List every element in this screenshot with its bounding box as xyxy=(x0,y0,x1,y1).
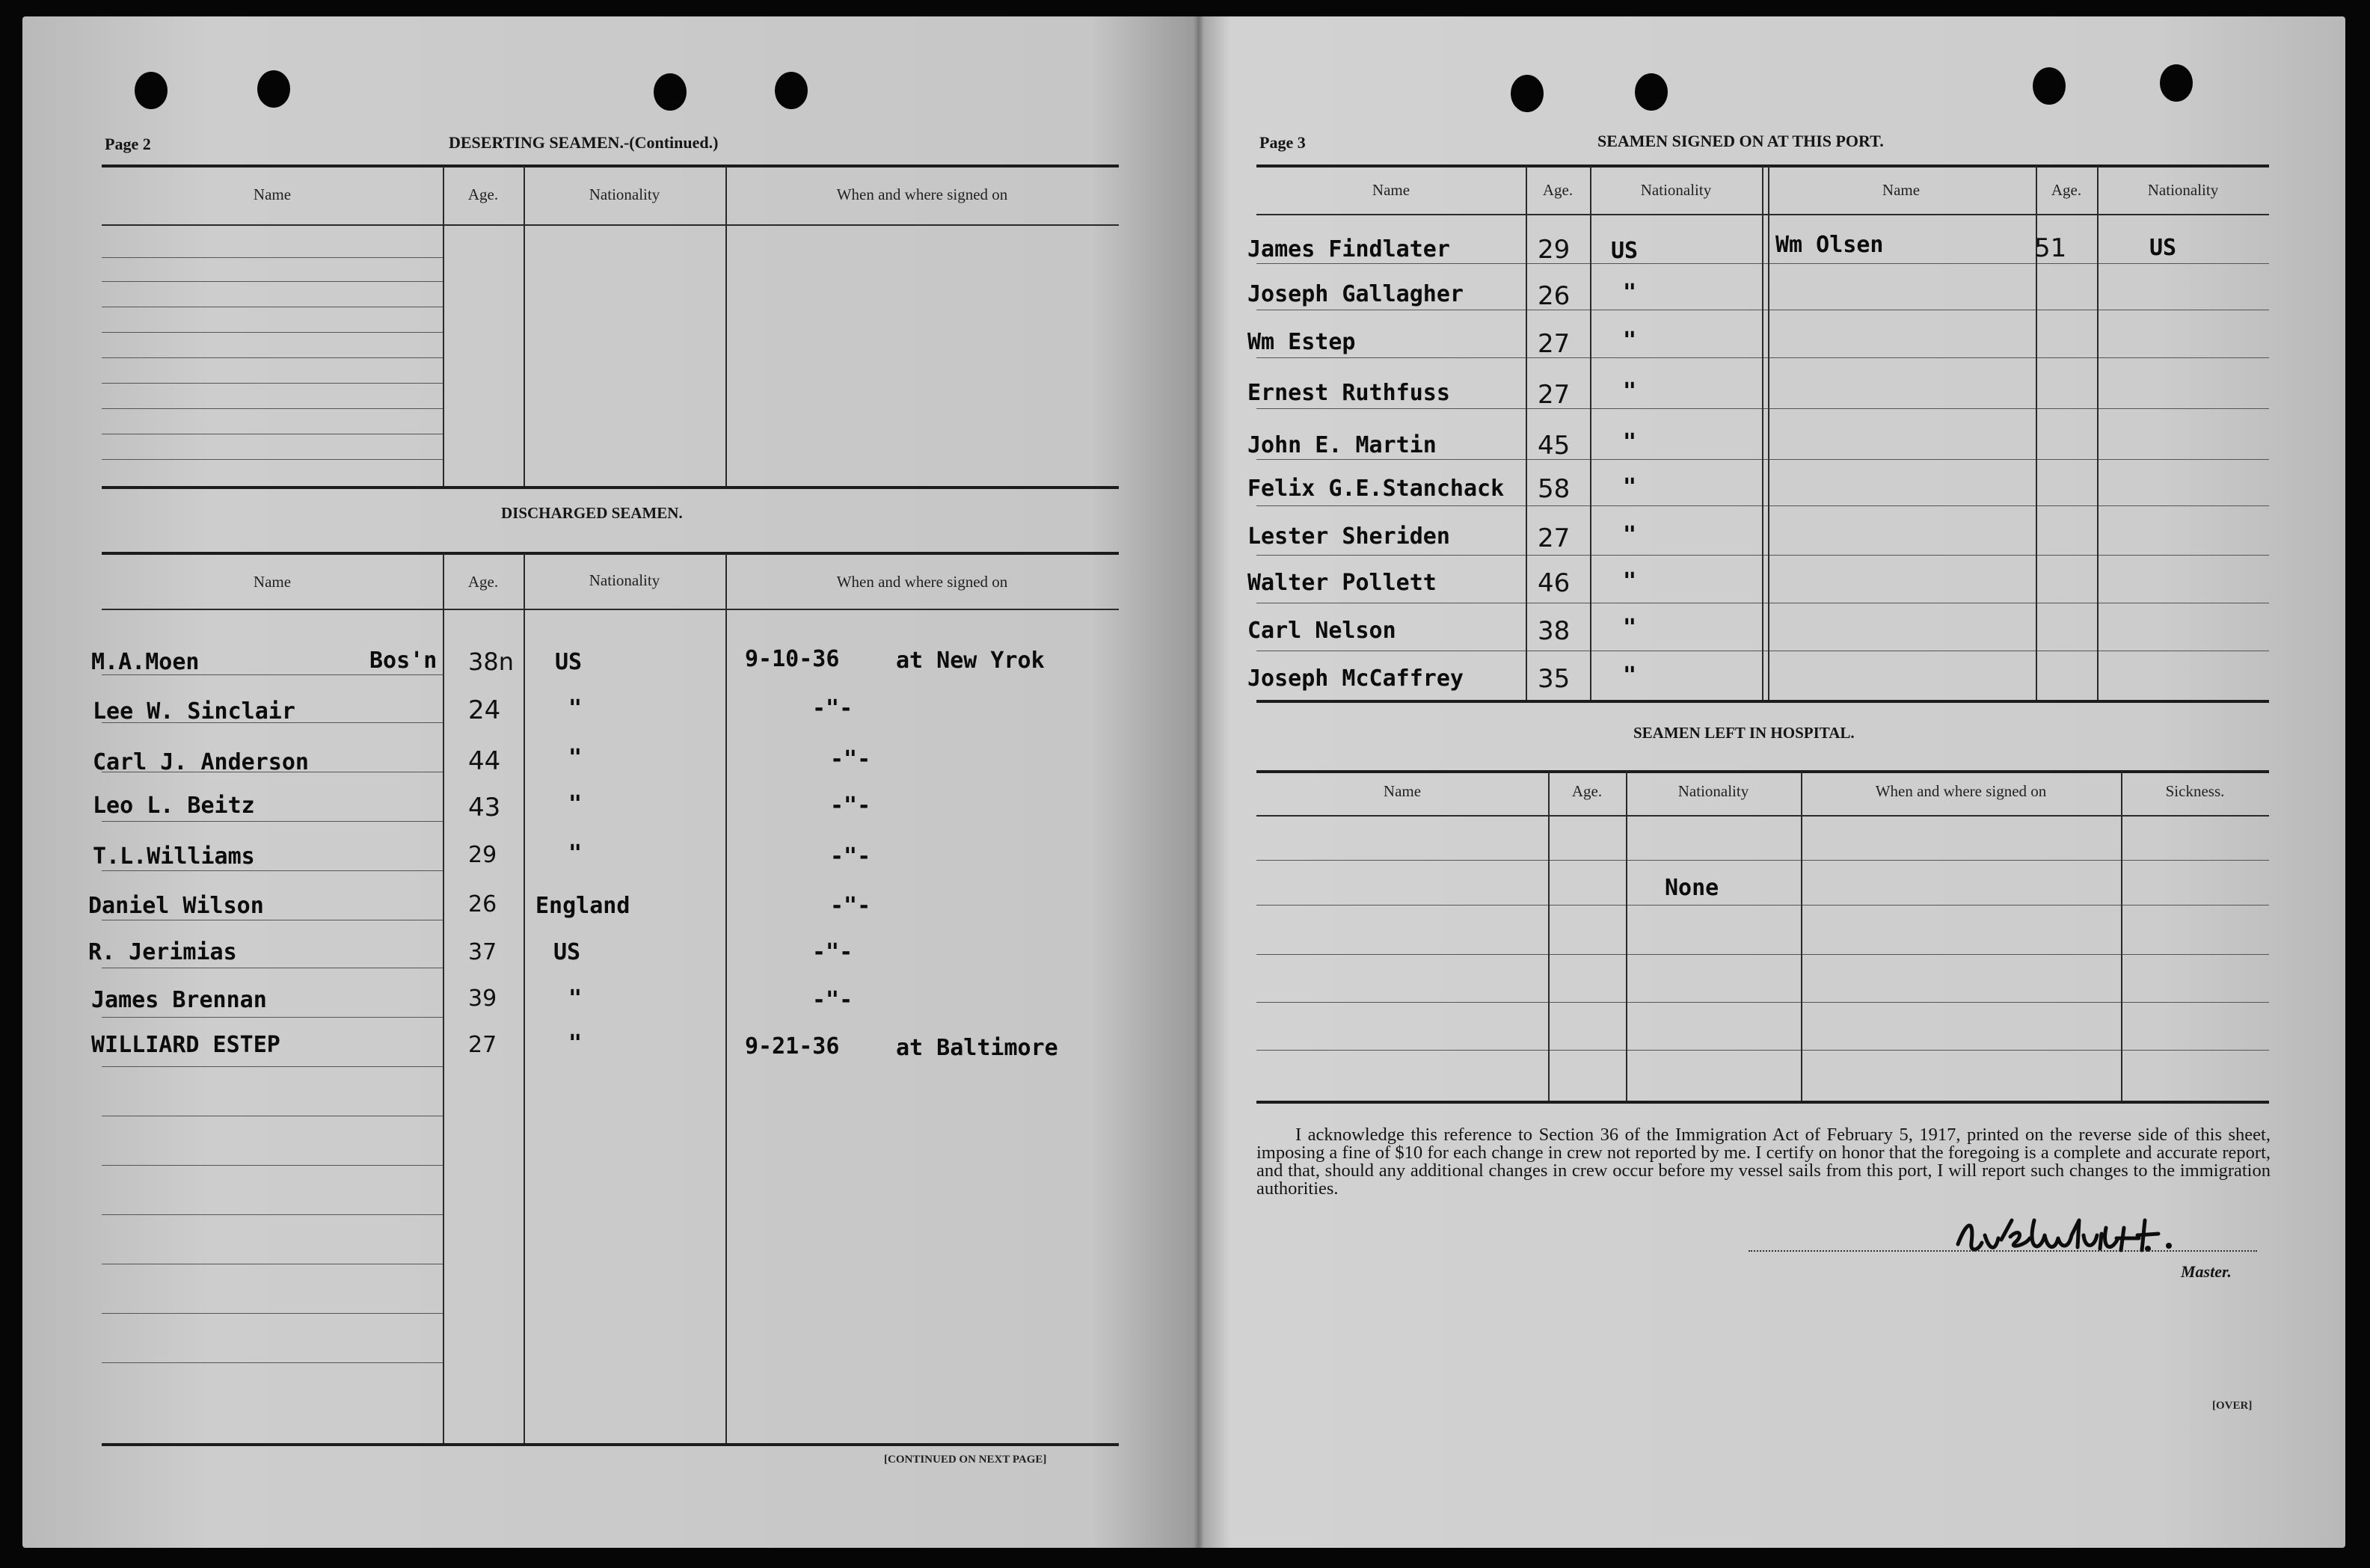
hospital-none-entry: None xyxy=(1665,875,1719,901)
rule xyxy=(524,166,525,486)
rule xyxy=(1256,815,2269,817)
hospital-header-age: Age. xyxy=(1571,782,1603,800)
rule xyxy=(102,357,443,358)
hospital-header-sickness: Sickness. xyxy=(2165,782,2225,800)
discharged-age: 37 xyxy=(468,939,497,965)
discharged-name: R. Jerimias xyxy=(88,939,237,965)
discharged-header-name: Name xyxy=(253,573,292,591)
rule xyxy=(725,553,727,1445)
signed-header-nationality-right: Nationality xyxy=(2147,181,2219,199)
hospital-header-nationality: Nationality xyxy=(1677,782,1749,800)
signed-on-nationality: US xyxy=(1611,238,1639,264)
discharged-rating: Bos'n xyxy=(369,648,438,674)
rule xyxy=(1526,166,1527,703)
rule xyxy=(1256,954,2269,955)
signed-on-nationality: " xyxy=(1623,280,1637,306)
discharged-age: 27 xyxy=(468,1032,497,1058)
rule xyxy=(524,553,525,1445)
discharged-nationality: " xyxy=(568,791,583,817)
discharged-signed-place: at Baltimore xyxy=(896,1035,1058,1061)
rule xyxy=(2097,166,2099,703)
signed-on-age: 38 xyxy=(1538,616,1571,646)
signed-on-nationality: " xyxy=(1623,328,1637,354)
signed-on-age: 27 xyxy=(1538,523,1571,553)
acknowledgement-text: I acknowledge this reference to Section 36 of the Immigration Act of February 5, 1917, printed on the reverse side of this sheet, imposing a fine of $10 for each change in crew not reported by me. I certify on honor that the foregoing is a complete and accurate report, and that, should any additional changes in crew occur before my vessel sails from this port, I will report such changes to the immigration authorities. xyxy=(1256,1125,2271,1199)
hospital-header-name: Name xyxy=(1383,782,1422,800)
discharged-nationality: " xyxy=(568,986,583,1012)
signed-on-name-right: Wm Olsen xyxy=(1775,232,1884,258)
signed-on-nationality: " xyxy=(1623,378,1637,405)
signed-on-nationality: " xyxy=(1623,568,1637,594)
rule xyxy=(1256,770,2269,773)
signed-header-nationality-left: Nationality xyxy=(1640,181,1712,199)
rule xyxy=(102,1443,1119,1446)
rule xyxy=(102,1214,443,1215)
rule xyxy=(102,1066,443,1067)
deserting-seamen-title: DESERTING SEAMEN.-(Continued.) xyxy=(449,133,719,152)
punch-hole xyxy=(1635,73,1668,111)
punch-hole xyxy=(135,72,168,109)
rule xyxy=(102,459,443,460)
discharged-nationality: England xyxy=(535,893,630,919)
discharged-signed-date: -"- xyxy=(830,843,871,870)
signed-header-name-right: Name xyxy=(1882,181,1921,199)
rule xyxy=(1256,1050,2269,1051)
discharged-header-nationality: Nationality xyxy=(589,571,660,589)
discharged-nationality: US xyxy=(553,939,581,965)
rule xyxy=(1801,772,1802,1102)
signed-on-age-right: 51 xyxy=(2034,233,2067,263)
page-fold xyxy=(1194,16,1204,1548)
deserting-header-age: Age. xyxy=(467,185,499,203)
signed-on-age: 35 xyxy=(1538,664,1571,694)
rule xyxy=(102,1362,443,1363)
punch-hole xyxy=(2160,64,2193,102)
rule xyxy=(102,165,1119,167)
discharged-age: 38n xyxy=(468,648,514,676)
signed-on-name: Felix G.E.Stanchack xyxy=(1247,476,1505,502)
signed-on-name: John E. Martin xyxy=(1247,432,1437,458)
punch-hole xyxy=(2033,67,2066,105)
discharged-age: 26 xyxy=(468,891,497,917)
discharged-name: James Brennan xyxy=(91,987,267,1013)
discharged-signed-date: -"- xyxy=(830,893,871,919)
rule xyxy=(102,821,443,822)
rule xyxy=(102,870,443,871)
discharged-seamen-title: DISCHARGED SEAMEN. xyxy=(501,504,683,522)
signed-on-name: Ernest Ruthfuss xyxy=(1247,380,1450,406)
signed-on-age: 29 xyxy=(1538,235,1571,265)
rule xyxy=(102,1313,443,1314)
discharged-nationality: US xyxy=(555,649,583,675)
discharged-age: 29 xyxy=(468,842,497,868)
hospital-header-signed: When and where signed on xyxy=(1875,782,2047,800)
deserting-header-name: Name xyxy=(253,185,292,203)
rule xyxy=(102,1165,443,1166)
punch-hole xyxy=(654,73,687,111)
rule xyxy=(1256,1002,2269,1003)
discharged-signed-date: 9-21-36 xyxy=(745,1033,840,1060)
signed-on-nationality: " xyxy=(1623,662,1637,689)
rule xyxy=(102,383,443,384)
signed-on-nationality: " xyxy=(1623,522,1637,548)
rule xyxy=(1590,166,1591,703)
discharged-name: WILLIARD ESTEP xyxy=(91,1032,280,1058)
signed-on-age: 26 xyxy=(1538,281,1571,311)
signed-header-name-left: Name xyxy=(1372,181,1410,199)
rule xyxy=(102,224,1119,226)
signed-on-nationality: " xyxy=(1623,615,1637,641)
discharged-nationality: " xyxy=(568,745,583,771)
discharged-age: 24 xyxy=(468,695,501,725)
discharged-signed-date: -"- xyxy=(812,939,853,965)
discharged-signed-date: 9-10-36 xyxy=(745,646,840,672)
signed-on-nationality-right: US xyxy=(2149,235,2177,261)
rule xyxy=(1256,860,2269,861)
punch-hole xyxy=(1511,75,1544,112)
signed-on-age: 27 xyxy=(1538,380,1571,410)
signed-on-age: 45 xyxy=(1538,431,1571,461)
signed-on-name: Walter Pollett xyxy=(1247,570,1437,596)
rule xyxy=(1256,700,2269,703)
rule xyxy=(1768,166,1769,703)
signed-on-name: Wm Estep xyxy=(1247,329,1356,355)
signed-on-name: Joseph Gallagher xyxy=(1247,281,1464,307)
discharged-name: M.A.Moen xyxy=(91,649,200,675)
rule xyxy=(443,166,444,486)
discharged-signed-date: -"- xyxy=(812,695,853,722)
discharged-age: 39 xyxy=(468,986,497,1012)
signed-on-age: 58 xyxy=(1538,474,1571,504)
master-signature xyxy=(1952,1205,2199,1273)
page-label-left: Page 2 xyxy=(105,135,151,153)
rule xyxy=(102,257,443,258)
signed-on-name: Lester Sheriden xyxy=(1247,523,1450,550)
discharged-header-age: Age. xyxy=(467,573,499,591)
discharged-name: Lee W. Sinclair xyxy=(93,698,295,725)
signed-on-nationality: " xyxy=(1623,474,1637,500)
rule xyxy=(102,1017,443,1018)
signed-on-name: James Findlater xyxy=(1247,236,1450,262)
rule xyxy=(102,486,1119,489)
discharged-nationality: " xyxy=(568,840,583,867)
discharged-signed-date: -"- xyxy=(830,746,871,772)
punch-hole xyxy=(775,72,808,109)
rule xyxy=(1626,772,1627,1102)
rule xyxy=(102,552,1119,555)
signed-on-title: SEAMEN SIGNED ON AT THIS PORT. xyxy=(1597,132,1884,150)
rule xyxy=(1256,905,2269,906)
rule xyxy=(1548,772,1550,1102)
signature-line xyxy=(1749,1250,2257,1252)
discharged-signed-place: at New Yrok xyxy=(896,648,1045,674)
rule xyxy=(1762,166,1763,703)
continued-note: [CONTINUED ON NEXT PAGE] xyxy=(884,1454,1047,1466)
discharged-name: Daniel Wilson xyxy=(88,893,264,919)
signed-header-age-left: Age. xyxy=(1542,181,1574,199)
rule xyxy=(1256,1101,2269,1104)
master-label: Master. xyxy=(2181,1262,2232,1281)
discharged-nationality: " xyxy=(568,695,583,722)
discharged-age: 44 xyxy=(468,746,501,776)
discharged-header-signed: When and where signed on xyxy=(836,573,1008,591)
rule xyxy=(102,332,443,333)
signed-on-age: 46 xyxy=(1538,568,1571,598)
page-label-right: Page 3 xyxy=(1259,133,1306,152)
over-label: [OVER] xyxy=(2212,1400,2253,1412)
punch-hole xyxy=(257,70,290,108)
discharged-age: 43 xyxy=(468,793,501,823)
rule xyxy=(102,609,1119,610)
hospital-title: SEAMEN LEFT IN HOSPITAL. xyxy=(1633,724,1855,742)
signed-on-age: 27 xyxy=(1538,329,1571,359)
discharged-name: Carl J. Anderson xyxy=(93,749,309,775)
signed-on-name: Joseph McCaffrey xyxy=(1247,665,1464,692)
rule xyxy=(2121,772,2122,1102)
rule xyxy=(443,553,444,1445)
discharged-signed-date: -"- xyxy=(812,987,853,1013)
signed-on-name: Carl Nelson xyxy=(1247,618,1396,644)
rule xyxy=(102,281,443,282)
rule xyxy=(725,166,727,486)
discharged-name: Leo L. Beitz xyxy=(93,793,255,819)
discharged-signed-date: -"- xyxy=(830,793,871,819)
deserting-header-nationality: Nationality xyxy=(589,185,660,203)
signed-header-age-right: Age. xyxy=(2051,181,2082,199)
deserting-header-signed: When and where signed on xyxy=(836,185,1008,203)
signed-on-nationality: " xyxy=(1623,429,1637,455)
discharged-name: T.L.Williams xyxy=(93,843,255,870)
discharged-nationality: " xyxy=(568,1030,583,1057)
rule xyxy=(102,408,443,409)
